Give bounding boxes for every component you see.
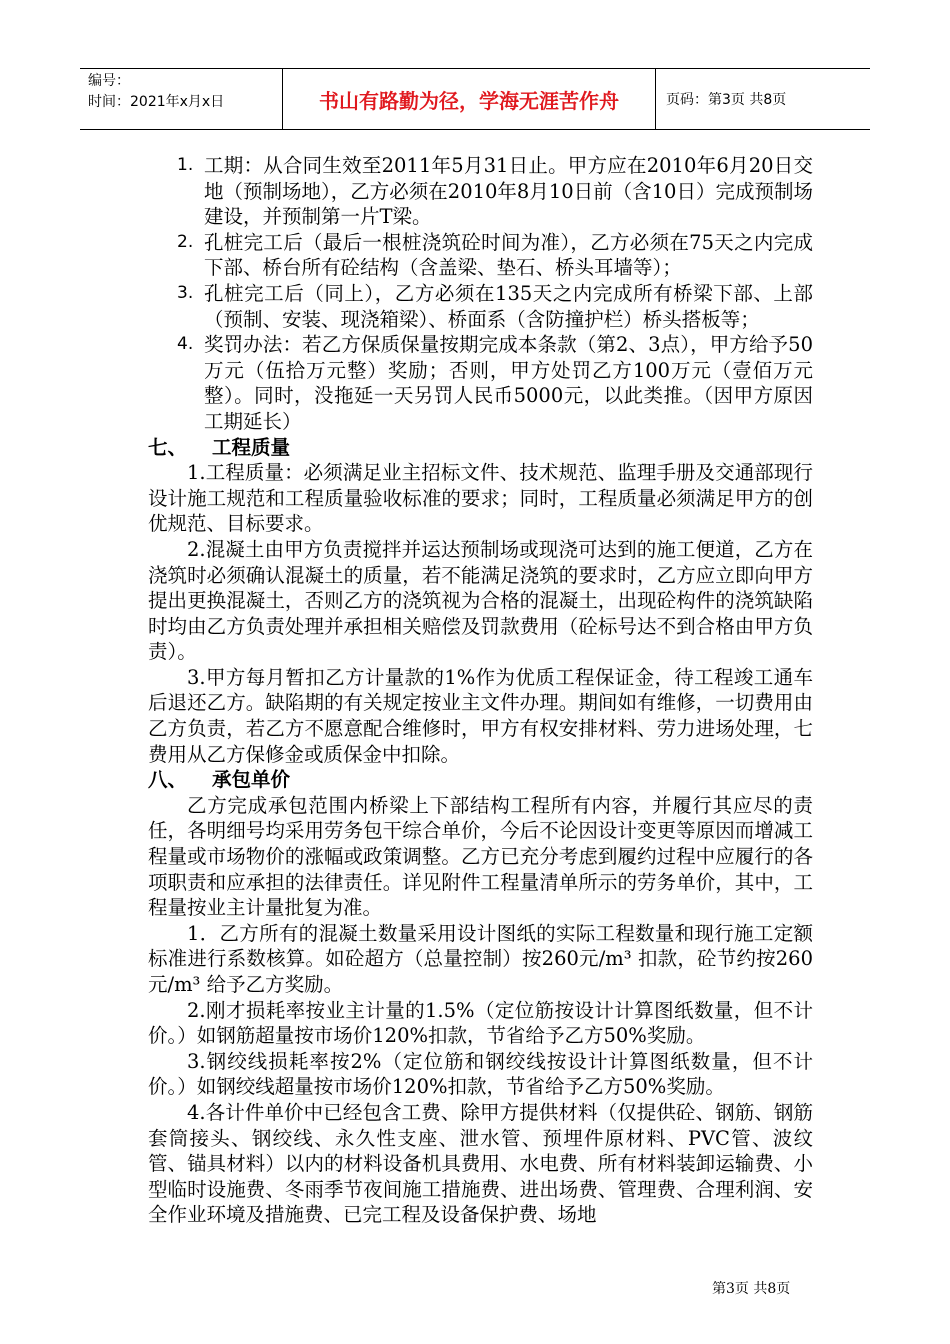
document-number-label: 编号： bbox=[88, 73, 130, 89]
list-item-number: 2. bbox=[177, 231, 194, 252]
list-item bbox=[148, 230, 813, 281]
section-heading-unit-price bbox=[148, 767, 813, 793]
paragraph: 3.钢绞线损耗率按2%（定位筋和钢绞线按设计计算图纸数量，但不计价。）如钢绞线超量按市场价120%扣款，节省给予乙方50%奖励。 bbox=[148, 1049, 813, 1099]
section-number: 八、 bbox=[148, 768, 188, 792]
paragraph: 2.刚才损耗率按业主计量的1.5%（定位筋按设计计算图纸数量，但不计价。）如钢筋超量按市场价120%扣款，节省给予乙方50%奖励。 bbox=[148, 998, 813, 1048]
list-item-text: 工期：从合同生效至2011年5月31日止。甲方应在2010年6月20日交地（预制场地），乙方必须在2010年8月10日前（含10日）完成预制场建设，并预制第一片T梁。 bbox=[204, 154, 813, 229]
schedule-terms-list bbox=[148, 153, 813, 435]
page-header bbox=[80, 68, 870, 130]
section-heading-quality bbox=[148, 435, 813, 461]
section-number: 七、 bbox=[148, 435, 188, 459]
paragraph: 1．乙方所有的混凝土数量采用设计图纸的实际工程数量和现行施工定额标准进行系数核算。如砼超方（总量控制）按260元/m³ 扣款，砼节约按260元/m³ 给予乙方奖励。 bbox=[148, 921, 813, 996]
paragraph: 3.甲方每月暂扣乙方计量款的1%作为优质工程保证金，待工程竣工通车后退还乙方。缺陷期的有关规定按业主文件办理。期间如有维修，一切费用由乙方负责，若乙方不愿意配合维修时，甲方有权安排材料、劳力进场处理，七费用从乙方保修金或质保金中扣除。 bbox=[148, 665, 813, 766]
paragraph: 1.工程质量：必须满足业主招标文件、技术规范、监理手册及交通部现行设计施工规范和工程质量验收标准的要求；同时，工程质量必须满足甲方的创优规范、目标要求。 bbox=[148, 461, 813, 536]
document-time-label: 时间：2021年x月x日 bbox=[88, 94, 225, 110]
header-page-number: 页码：第3页 共8页 bbox=[666, 92, 787, 108]
list-item-number: 3. bbox=[177, 282, 194, 303]
list-item bbox=[148, 332, 813, 434]
page-footer: 第3页 共8页 bbox=[712, 1281, 791, 1297]
paragraph: 2.混凝土由甲方负责搅拌并运达预制场或现浇可达到的施工便道，乙方在浇筑时必须确认混凝土的质量，若不能满足浇筑的要求时，乙方应立即向甲方提出更换混凝土，否则乙方的浇筑视为合格的混凝土，出现砼构件的浇筑缺陷时均由乙方负责处理并承担相关赔偿及罚款费用（砼标号达不到合格由甲方负责）。 bbox=[148, 537, 813, 664]
list-item-text: 孔桩完工后（最后一根桩浇筑砼时间为准），乙方必须在75天之内完成下部、桥台所有砼结构（含盖梁、垫石、桥头耳墙等）； bbox=[204, 230, 813, 280]
list-item-number: 4. bbox=[177, 334, 194, 355]
paragraph: 乙方完成承包范围内桥梁上下部结构工程所有内容，并履行其应尽的责任，各明细号均采用劳务包干综合单价，今后不论因设计变更等原因而增减工程量或市场物价的涨幅或政策调整。乙方已充分考虑到履约过程中应履行的各项职责和应承担的法律责任。详见附件工程量清单所示的劳务单价，其中，工程量按业主计量批复为准。 bbox=[148, 793, 813, 920]
list-item-text: 孔桩完工后（同上），乙方必须在135天之内完成所有桥梁下部、上部（预制、安装、现浇箱梁）、桥面系（含防撞护栏）桥头搭板等； bbox=[204, 281, 813, 331]
list-item-text: 奖罚办法：若乙方保质保量按期完成本条款（第2、3点），甲方给予50万元（伍拾万元整）奖励；否则，甲方处罚乙方100万元（壹佰万元整）。同时，没拖延一天另罚人民币5000元，以此类推。（因甲方原因工期延长） bbox=[204, 333, 813, 433]
paragraph: 4.各计件单价中已经包含工费、除甲方提供材料（仅提供砼、钢筋、钢筋套筒接头、钢绞线、永久性支座、泄水管、预埋件原材料、PVC管、波纹管、锚具材料）以内的材料设备机具费用、水电费、所有材料装卸运输费、小型临时设施费、冬雨季节夜间施工措施费、进出场费、管理费、合理利润、安全作业环境及措施费、已完工程及设备保护费、场地 bbox=[148, 1100, 813, 1227]
list-item bbox=[148, 153, 813, 230]
header-meta bbox=[80, 69, 282, 129]
document-body bbox=[148, 153, 813, 1228]
list-item-number: 1. bbox=[177, 155, 194, 175]
section-title: 工程质量 bbox=[212, 435, 291, 459]
list-item bbox=[148, 281, 813, 332]
section-title: 承包单价 bbox=[212, 768, 291, 792]
header-motto: 书山有路勤为径，学海无涯苦作舟 bbox=[282, 69, 656, 129]
